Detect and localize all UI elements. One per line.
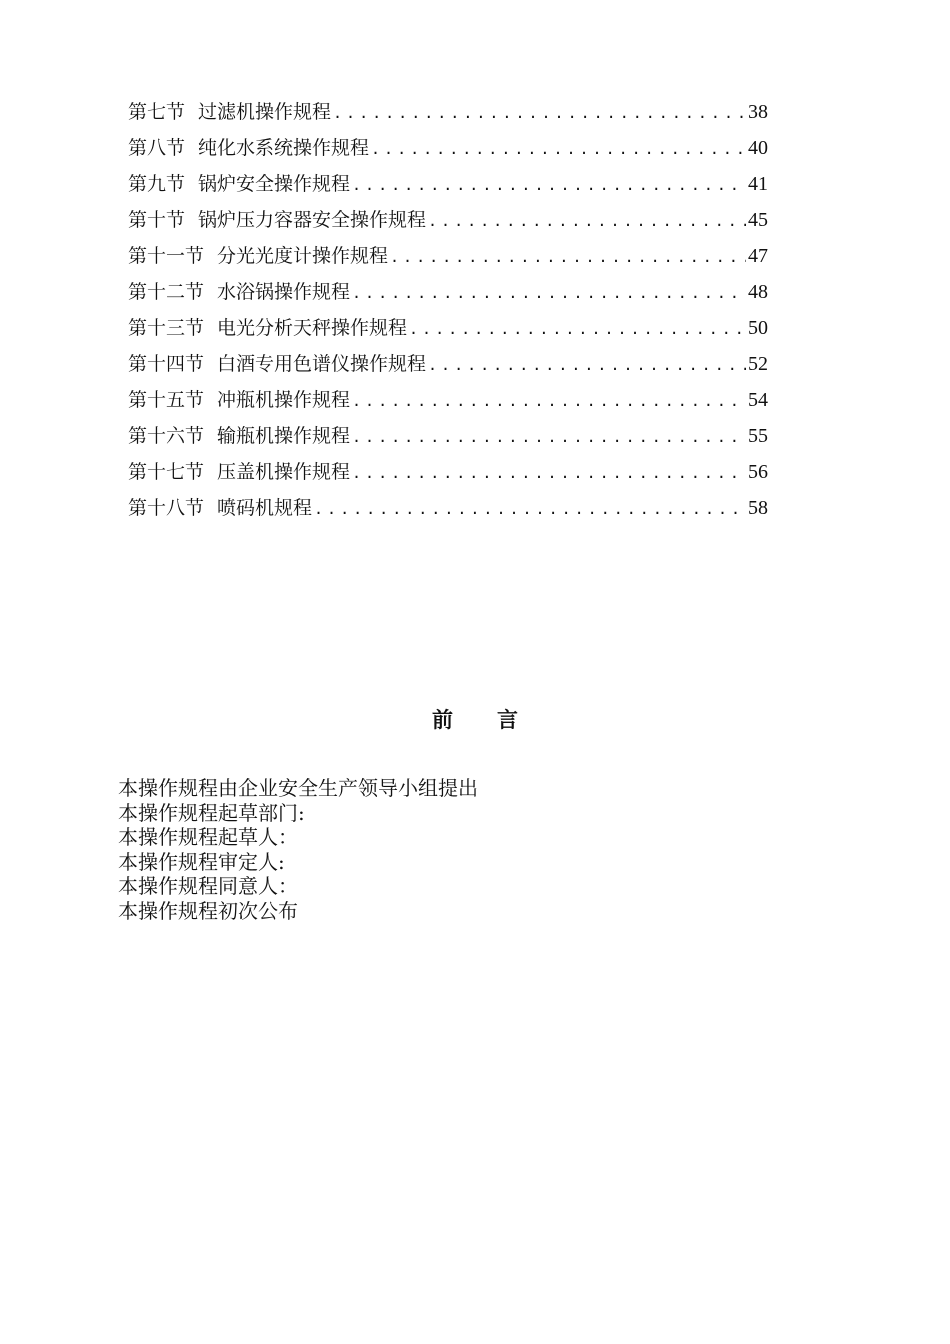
toc-page-number: 47 [748,245,768,267]
toc-page-number: 55 [748,425,768,447]
toc-section-number: 第七节 [128,101,186,123]
toc-dot-leader [428,347,746,383]
toc-section-number: 第九节 [128,173,186,195]
toc-page-number: 40 [748,137,768,159]
toc-section-number: 第十节 [128,209,186,231]
toc-entry-title: 锅炉安全操作规程 [198,173,351,195]
toc-entry-title: 锅炉压力容器安全操作规程 [198,209,427,231]
preface-line: 本操作规程由企业安全生产领导小组提出 [118,776,478,800]
toc-dot-leader [352,383,746,419]
toc-entry-title: 水浴锅操作规程 [217,281,351,303]
toc-entry-title: 电光分析天秤操作规程 [217,317,408,339]
toc-entry[interactable] [128,166,768,202]
toc-section-number: 第十四节 [128,353,205,375]
toc-entry[interactable] [128,310,768,346]
preface-heading: 前言 [432,708,562,732]
toc-entry-title: 分光光度计操作规程 [217,245,389,267]
toc-dot-leader [428,203,746,239]
preface-line: 本操作规程同意人： [118,874,298,898]
toc-page-number: 48 [748,281,768,303]
preface-line: 本操作规程起草人： [118,825,298,849]
preface-body [118,776,818,923]
toc-entry-title: 喷码机规程 [217,497,313,519]
toc-entry[interactable] [128,274,768,310]
toc-entry-title: 压盖机操作规程 [217,461,351,483]
toc-entry[interactable] [128,454,768,490]
toc-dot-leader [352,455,746,491]
toc-page-number: 45 [748,209,768,231]
toc-dot-leader [314,491,746,527]
toc-entry[interactable] [128,94,768,130]
preface-line: 本操作规程初次公布 [118,898,298,923]
toc-page-number: 41 [748,173,768,195]
toc-dot-leader [409,311,746,347]
toc-entry[interactable] [128,202,768,238]
toc-page-number: 52 [748,353,768,375]
toc-section-number: 第十三节 [128,317,205,339]
toc-section-number: 第十七节 [128,461,205,483]
toc-page-number: 56 [748,461,768,483]
toc-entry-title: 过滤机操作规程 [198,101,332,123]
toc-section-number: 第八节 [128,137,186,159]
toc-entry[interactable] [128,382,768,418]
toc-entry-title: 输瓶机操作规程 [217,425,351,447]
toc-page-number: 50 [748,317,768,339]
toc-dot-leader [333,95,746,131]
preface-line: 本操作规程起草部门: [118,800,305,825]
toc-dot-leader [352,275,746,311]
toc-section-number: 第十八节 [128,497,205,519]
toc-page-number: 58 [748,497,768,519]
preface-line: 本操作规程审定人: [118,849,285,874]
toc-page-number: 38 [748,101,768,123]
toc-section-number: 第十一节 [128,245,205,267]
toc-entry-title: 纯化水系统操作规程 [198,137,370,159]
toc-entry[interactable] [128,418,768,454]
toc-section-number: 第十五节 [128,389,205,411]
toc-entry[interactable] [128,130,768,166]
toc-entry[interactable] [128,238,768,274]
table-of-contents [128,94,768,526]
toc-entry[interactable] [128,490,768,526]
toc-section-number: 第十二节 [128,281,205,303]
toc-entry-title: 冲瓶机操作规程 [217,389,351,411]
toc-dot-leader [371,131,746,167]
toc-entry[interactable] [128,346,768,382]
toc-entry-title: 白酒专用色谱仪操作规程 [217,353,427,375]
toc-section-number: 第十六节 [128,425,205,447]
toc-page-number: 54 [748,389,768,411]
toc-dot-leader [352,167,746,203]
toc-dot-leader [390,239,746,275]
toc-dot-leader [352,419,746,455]
